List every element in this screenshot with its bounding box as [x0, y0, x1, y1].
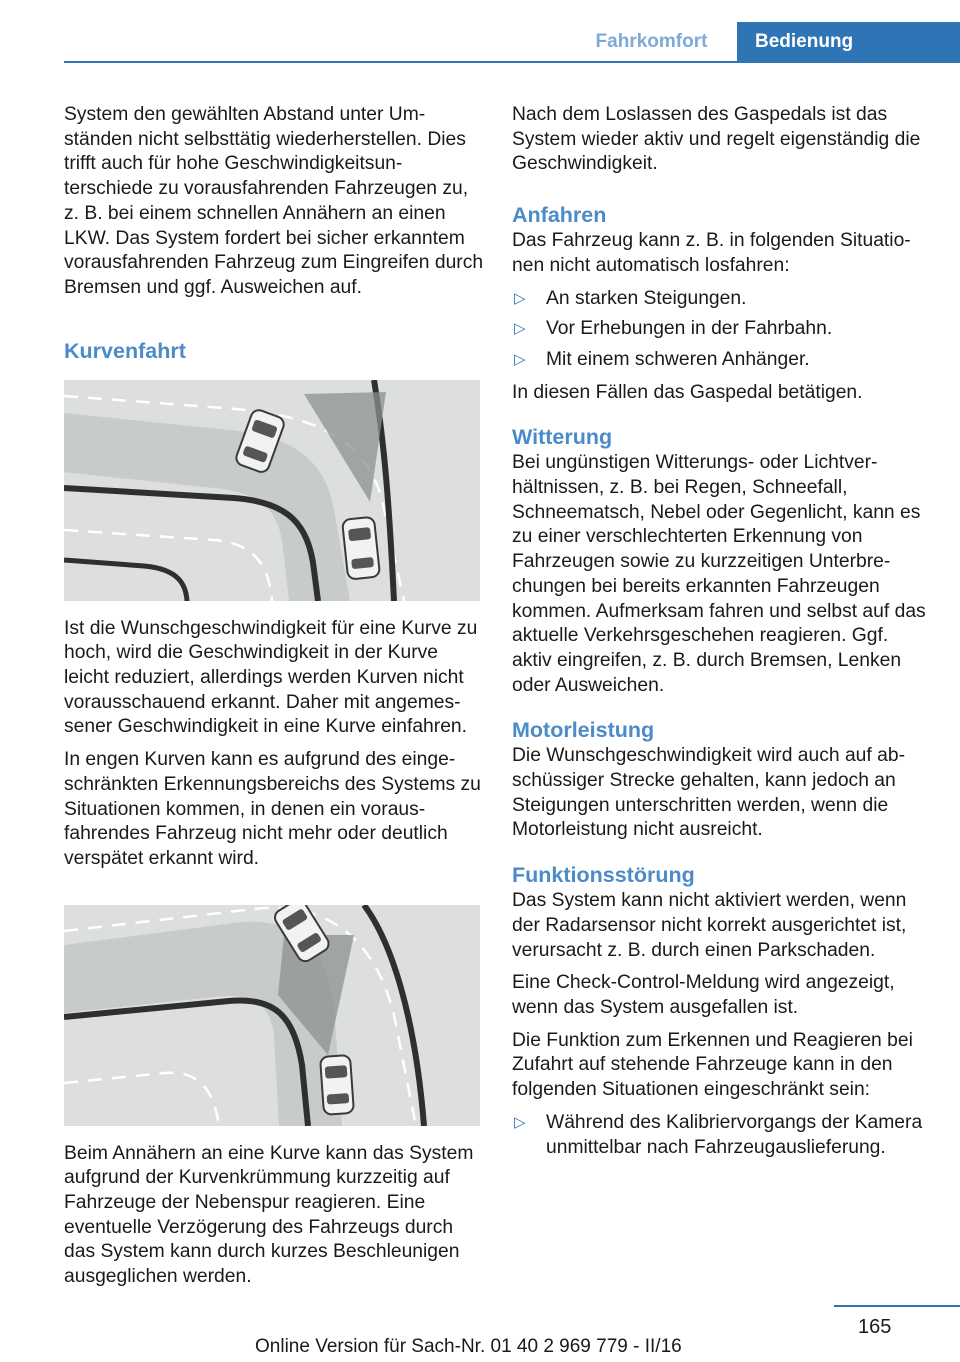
curve-illustration-2	[64, 905, 480, 1126]
tab-fahrkomfort[interactable]: Fahrkomfort	[595, 31, 708, 52]
heading-anfahren: Anfahren	[512, 203, 607, 228]
list-item: ▷ Mit einem schweren Anhänger.	[512, 348, 930, 373]
header-rule	[64, 61, 960, 63]
left-paragraph-2: In engen Kurven kann es aufgrund des eingeschränkten Erkennungsbereichs des Systems zu Situationen kommen, in denen ein vorausfahrendes Fahrzeug nicht mehr oder deutlich verspätet erkannt wird.	[64, 749, 481, 869]
footer-version-text: Online Version für Sach-Nr. 01 40 2 969 779 - II/16	[255, 1336, 682, 1357]
triangle-bullet-icon: ▷	[514, 350, 526, 368]
heading-funktionsstoerung: Funktionsstörung	[512, 863, 695, 888]
tab-bedienung[interactable]: Bedienung	[737, 22, 960, 62]
left-paragraph-3: Beim Annähern an eine Kurve kann das System aufgrund der Kurvenkrümmung kurzzeitig auf Fahrzeuge der Nebenspur reagieren. Eine eventuelle Verzögerung des Fahrzeugs durch das System kann durch kurzes Beschleunigen ausgeglichen werden.	[64, 1142, 474, 1288]
footer-rule	[834, 1305, 960, 1307]
left-paragraph-1: Ist die Wunschgeschwindigkeit für eine Kurve zu hoch, wird die Geschwindigkeit in der Kurve leicht reduziert, allerdings werden Kurven nicht vorausschauend erkannt. Daher mit angemessener Geschwindigkeit in eine Kurve einfahren.	[64, 617, 478, 738]
list-item: ▷ An starken Steigungen.	[512, 287, 930, 312]
list-item: ▷ Während des Kalibriervorgangs der Kamera unmittelbar nach Fahrzeugauslieferung.	[514, 1111, 923, 1158]
page-number: 165	[858, 1316, 892, 1338]
motorleistung-text: Die Wunschgeschwindigkeit wird auch auf abschüssiger Strecke gehalten, kann jedoch an Steigungen unterschritten werden, wenn die Motorleistung nicht ausreicht.	[512, 745, 905, 841]
heading-motorleistung: Motorleistung	[512, 718, 655, 743]
left-column	[64, 103, 484, 1298]
anfahren-text: Das Fahrzeug kann z. B. in folgenden Situationen nicht automatisch losfahren:	[512, 230, 911, 276]
heading-kurvenfahrt: Kurvenfahrt	[64, 338, 186, 363]
funktionsstoerung-text-2: Eine Check-Control-Meldung wird angezeigt, wenn das System ausgefallen ist.	[512, 972, 895, 1018]
list-item: ▷ Vor Erhebungen in der Fahrbahn.	[512, 317, 930, 342]
funktionsstoerung-text-3: Die Funktion zum Erkennen und Reagieren bei Zufahrt auf stehende Fahrzeuge kann in den folgenden Situationen eingeschränkt sein:	[512, 1029, 913, 1101]
triangle-bullet-icon: ▷	[514, 1113, 526, 1131]
funktionsstoerung-text-1: Das System kann nicht aktiviert werden, wenn der Radarsensor nicht korrekt ausgerichtet ist, verursacht z. B. durch einen Parkschaden.	[512, 890, 907, 961]
witterung-text: Bei ungünstigen Witterungs- oder Lichtverhältnissen, z. B. bei Regen, Schneefall, Schneematsch, Nebel oder Gegenlicht, kann es zu einer verschlechterten Erkennung von Fahrzeugen sowie zu kurzzeitigen Unterbrechungen bei bereits erkannten Fahrzeugen kommen. Aufmerksam fahren und selbst auf das aktuelle Verkehrsgeschehen reagieren. Ggf. aktiv eingreifen, z. B. durch Bremsen, Lenken oder Ausweichen.	[512, 452, 926, 696]
right-column	[512, 103, 930, 1168]
funktionsstoerung-list	[512, 1111, 930, 1160]
curve-illustration-1	[64, 380, 480, 601]
triangle-bullet-icon: ▷	[514, 320, 526, 338]
anfahren-after-text: In diesen Fällen das Gaspedal betätigen.	[512, 381, 863, 403]
heading-witterung: Witterung	[512, 425, 613, 450]
left-intro-paragraph: System den gewählten Abstand unter Umständen nicht selbsttätig wiederherstellen. Dies trifft auch für hohe Geschwindigkeitsunterschiede zu vorausfahrenden Fahrzeugen zu, z. B. bei einem schnellen Annähern an einen LKW. Das System fordert bei sicher erkanntem vorausfahrenden Fahrzeug zum Eingreifen durch Bremsen und ggf. Ausweichen auf.	[64, 104, 484, 298]
right-intro-paragraph: Nach dem Loslassen des Gaspedals ist das System wieder aktiv und regelt eigenständig die Geschwindigkeit.	[512, 104, 921, 175]
triangle-bullet-icon: ▷	[514, 289, 526, 307]
anfahren-list	[512, 287, 930, 373]
